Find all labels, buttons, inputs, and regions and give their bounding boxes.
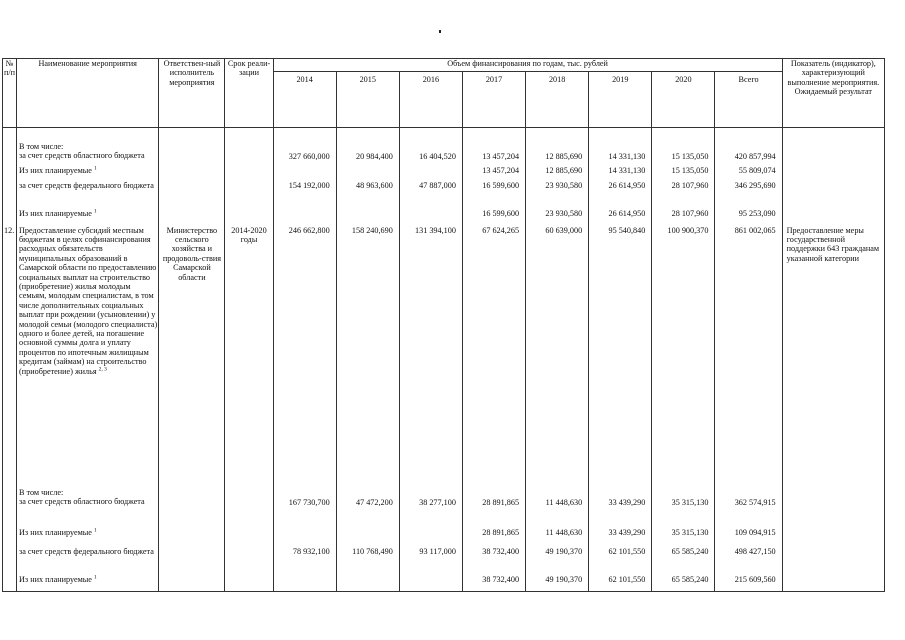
page-mark [439,30,441,33]
value-cell: 15 135,050 [652,128,715,166]
value-cell: 78 932,100 [273,545,336,575]
value-cell: 14 331,130 [589,128,652,166]
value-cell: 60 639,000 [526,226,589,488]
item-indicator: Предоставление меры государственной поддержки 643 гражданам указанной категории [782,226,884,488]
value-cell: 23 930,580 [526,209,589,226]
value-cell: 110 768,490 [336,545,399,575]
financing-table [2,58,885,592]
value-cell: 38 277,100 [399,488,462,524]
value-cell: 26 614,950 [589,181,652,209]
value-cell: 420 857,994 [715,128,782,166]
value-cell: 67 624,265 [462,226,525,488]
row-number: 12. [3,226,17,488]
value-cell: 109 094,915 [715,524,782,545]
value-cell: 93 117,000 [399,545,462,575]
value-cell: 131 394,100 [399,226,462,488]
value-cell [399,575,462,592]
value-cell [273,575,336,592]
row-label: за счет средств федерального бюджета [17,545,159,575]
table-header [3,59,885,128]
value-cell: 26 614,950 [589,209,652,226]
header-year: 2017 [462,72,525,128]
value-cell: 65 585,240 [652,545,715,575]
value-cell: 33 439,290 [589,488,652,524]
value-cell [399,166,462,181]
value-cell [399,524,462,545]
value-cell [273,524,336,545]
value-cell: 11 448,630 [526,488,589,524]
value-cell: 47 887,000 [399,181,462,209]
row-label: Из них планируемые $^1$ [17,575,159,592]
value-cell: 20 984,400 [336,128,399,166]
value-cell: 65 585,240 [652,575,715,592]
value-cell: 12 885,690 [526,166,589,181]
header-year: 2018 [526,72,589,128]
value-cell [273,166,336,181]
header-indicator: Показатель (индикатор), характеризующий выполнение мероприятия. Ожидаемый результат [782,59,884,128]
header-year: 2014 [273,72,336,128]
value-cell: 95 540,840 [589,226,652,488]
header-year: 2019 [589,72,652,128]
header-name: Наименование мероприятия [17,59,159,128]
table-row [3,545,885,575]
item-name: Предоставление субсидий местным бюджетам в целях софинансирования расходных обязательств муниципальных образований в Самарской области по предоставлению социальных выплат на строительство (приобретение) жилья молодым семьям, молодым специалистам, в том числе дополнительных социальных выплат при рождении (усыновлении) у молодой семьи (молодого специалиста) одного и более детей, на погашение основной суммы долга и уплату процентов по ипотечным жилищным кредитам (займам) на строительство (приобретение) жилья $^{2, 3}$ [17,226,159,488]
value-cell [273,209,336,226]
value-cell: 346 295,690 [715,181,782,209]
row-label: В том числе: за счет средств областного бюджета [17,488,159,524]
value-cell: 23 930,580 [526,181,589,209]
value-cell: 62 101,550 [589,575,652,592]
value-cell: 49 190,370 [526,575,589,592]
value-cell: 100 900,370 [652,226,715,488]
value-cell: 49 190,370 [526,545,589,575]
header-volume: Объем финансирования по годам, тыс. рублей [273,59,782,72]
item-term: 2014-2020 годы [225,226,273,488]
value-cell: 16 599,600 [462,181,525,209]
value-cell: 498 427,150 [715,545,782,575]
value-cell: 47 472,200 [336,488,399,524]
value-cell: 35 315,130 [652,524,715,545]
value-cell: 28 107,960 [652,209,715,226]
table-row [3,488,885,524]
item-responsible: Министерство сельского хозяйства и продоволь-ствия Самарской области [159,226,225,488]
row-label: за счет средств федерального бюджета [17,181,159,209]
row-label: Из них планируемые $^1$ [17,524,159,545]
value-cell: 38 732,400 [462,575,525,592]
row-label: Из них планируемые $^1$ [17,166,159,181]
table-row [3,181,885,209]
value-cell [336,524,399,545]
header-year: 2016 [399,72,462,128]
row-label: Из них планируемые $^1$ [17,209,159,226]
value-cell [336,575,399,592]
value-cell: 14 331,130 [589,166,652,181]
value-cell: 28 107,960 [652,181,715,209]
value-cell: 38 732,400 [462,545,525,575]
table-row [3,209,885,226]
value-cell: 861 002,065 [715,226,782,488]
header-year: 2020 [652,72,715,128]
header-year: 2015 [336,72,399,128]
value-cell: 11 448,630 [526,524,589,545]
table-row [3,166,885,181]
row-label: В том числе: за счет средств областного бюджета [17,128,159,166]
value-cell: 246 662,800 [273,226,336,488]
table-row-item-12 [3,226,885,488]
value-cell: 13 457,204 [462,166,525,181]
value-cell: 215 609,560 [715,575,782,592]
value-cell [336,209,399,226]
value-cell: 33 439,290 [589,524,652,545]
header-responsible: Ответствен-ный исполнитель мероприятия [159,59,225,128]
table-row [3,524,885,545]
value-cell: 13 457,204 [462,128,525,166]
table-row [3,575,885,592]
header-total: Всего [715,72,782,128]
value-cell: 167 730,700 [273,488,336,524]
value-cell: 327 660,000 [273,128,336,166]
value-cell: 55 809,074 [715,166,782,181]
value-cell: 28 891,865 [462,524,525,545]
value-cell: 28 891,865 [462,488,525,524]
value-cell: 362 574,915 [715,488,782,524]
value-cell: 154 192,000 [273,181,336,209]
value-cell: 15 135,050 [652,166,715,181]
value-cell: 12 885,690 [526,128,589,166]
value-cell: 158 240,690 [336,226,399,488]
table-row [3,128,885,166]
value-cell: 35 315,130 [652,488,715,524]
value-cell: 95 253,090 [715,209,782,226]
value-cell: 16 404,520 [399,128,462,166]
header-term: Срок реали-зации [225,59,273,128]
value-cell [399,209,462,226]
value-cell: 48 963,600 [336,181,399,209]
header-num: № п/п [3,59,17,128]
value-cell [336,166,399,181]
value-cell: 62 101,550 [589,545,652,575]
value-cell: 16 599,600 [462,209,525,226]
